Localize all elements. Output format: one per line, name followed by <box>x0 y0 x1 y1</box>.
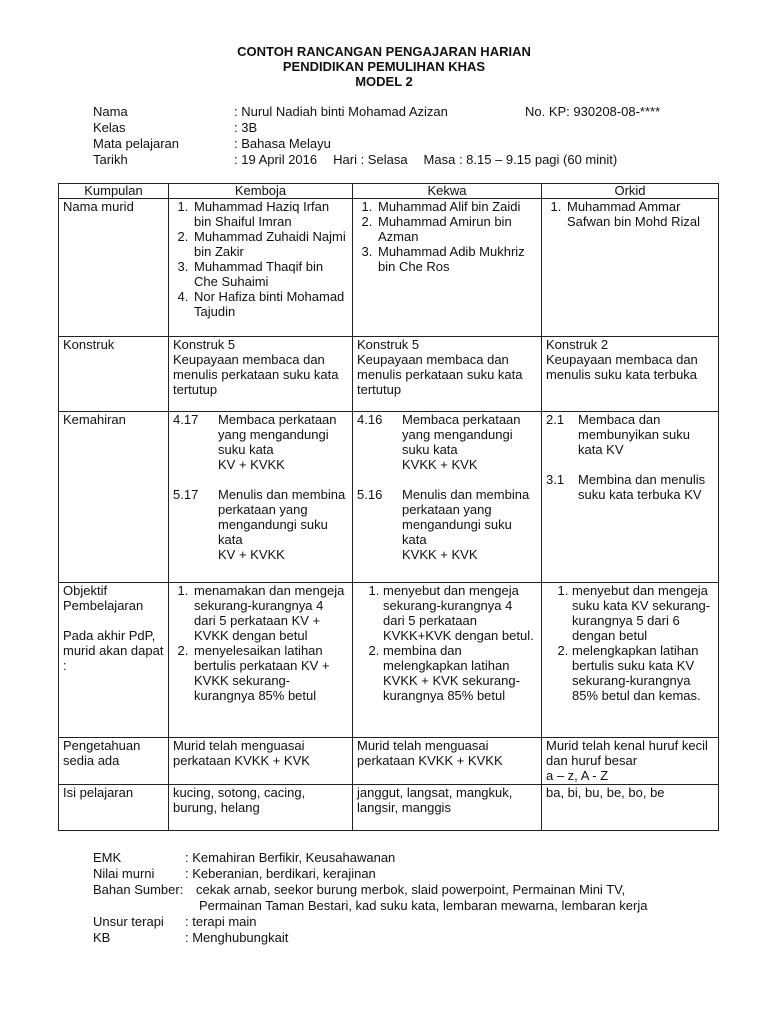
table-row-nama-murid <box>59 199 719 337</box>
list-item: 1. Muhammad Ammar Safwan bin Mohd Rizal <box>565 199 714 229</box>
skill-item <box>173 487 348 562</box>
konstruk-desc: Keupayaan membaca dan menulis perkataan suku kata tertutup <box>173 352 339 397</box>
mata-pelajaran-label: Mata pelajaran <box>93 136 179 151</box>
header-kumpulan: Kumpulan <box>59 184 169 199</box>
pengetahuan-text: Murid telah kenal huruf kecil dan huruf besar <box>546 738 708 768</box>
doc-subtitle: PENDIDIKAN PEMULIHAN KHAS <box>282 59 486 74</box>
bahan-value: cekak arnab, seekor burung merbok, slaid powerpoint, Permainan Mini TV, <box>196 882 626 897</box>
nilai-label: Nilai murni <box>93 866 155 881</box>
skill-text: Membina dan menulis suku kata terbuka KV <box>578 472 706 502</box>
row-label: Nama murid <box>59 199 169 337</box>
bahan-value-cont: Permainan Taman Bestari, kad suku kata, lembaran mewarna, lembaran kerja <box>199 898 648 913</box>
list-item: 2. Muhammad Zuhaidi Najmi bin Zakir <box>192 229 348 259</box>
kelas-value: : 3B <box>234 120 258 135</box>
table-header-row <box>59 184 719 199</box>
skill-text: Menulis dan membina perkataan yang mengandungi suku kata <box>402 487 530 547</box>
lesson-footer <box>93 850 733 946</box>
skill-item <box>546 472 714 502</box>
lesson-plan-table <box>58 183 719 831</box>
doc-model: MODEL 2 <box>355 74 413 89</box>
list-item: 1. menyebut dan mengeja suku kata KV sekurang-kurangnya 5 dari 6 dengan betul <box>572 583 714 643</box>
pada-akhir-label: Pada akhir PdP, murid akan dapat : <box>63 628 164 673</box>
teacher-info <box>93 104 713 168</box>
list-item: 1. Muhammad Alif bin Zaidi <box>376 199 537 214</box>
cell-kemboja-pengetahuan: Murid telah menguasai perkataan KVKK + KVK <box>169 738 353 785</box>
doc-title: CONTOH RANCANGAN PENGAJARAN HARIAN <box>237 44 531 59</box>
row-label: Isi pelajaran <box>59 785 169 831</box>
pengetahuan-range: a – z, A - Z <box>546 768 609 783</box>
tarikh-label: Tarikh <box>93 152 128 167</box>
konstruk-number: Konstruk 2 <box>546 337 609 352</box>
cell-orkid-isi: ba, bi, bu, be, bo, be <box>542 785 719 831</box>
cell-kekwa-murid <box>353 199 542 337</box>
skill-code: 3.1 <box>546 472 565 487</box>
row-label: Konstruk <box>59 337 169 412</box>
skill-code: 5.17 <box>173 487 199 502</box>
cell-kemboja-konstruk <box>169 337 353 412</box>
header-kekwa: Kekwa <box>353 184 542 199</box>
header-orkid: Orkid <box>542 184 719 199</box>
cell-orkid-kemahiran <box>542 412 719 583</box>
list-item: 2. menyelesaikan latihan bertulis perkataan KV + KVKK sekurang-kurangnya 85% betul <box>192 643 348 703</box>
skill-text: Membaca perkataan yang mengandungi suku kata <box>402 412 521 457</box>
emk-value: : Kemahiran Berfikir, Keusahawanan <box>185 850 396 865</box>
table-row-isi <box>59 785 719 831</box>
table-row-konstruk <box>59 337 719 412</box>
header-kemboja: Kemboja <box>169 184 353 199</box>
skill-code: 2.1 <box>546 412 565 427</box>
skill-text: Membaca dan membunyikan suku kata KV <box>578 412 690 457</box>
skill-code: 5.16 <box>357 487 383 502</box>
cell-orkid-murid <box>542 199 719 337</box>
cell-kekwa-konstruk <box>353 337 542 412</box>
list-item: 1. menamakan dan mengeja sekurang-kurangnya 4 dari 5 perkataan KV + KVKK dengan betul <box>192 583 348 643</box>
cell-kekwa-pengetahuan: Murid telah menguasai perkataan KVKK + KVKK <box>353 738 542 785</box>
skill-text: Menulis dan membina perkataan yang mengandungi suku kata <box>218 487 346 547</box>
list-item: 2. Muhammad Amirun bin Azman <box>376 214 537 244</box>
skill-formula: KV + KVKK <box>218 547 285 562</box>
skill-code: 4.17 <box>173 412 199 427</box>
cell-kemboja-isi: kucing, sotong, cacing, burung, helang <box>169 785 353 831</box>
skill-item <box>546 412 714 457</box>
cell-kekwa-isi: janggut, langsat, mangkuk, langsir, manggis <box>353 785 542 831</box>
objektif-label: Objektif Pembelajaran <box>63 583 144 613</box>
list-item: 2. membina dan melengkapkan latihan KVKK + KVK sekurang-kurangnya 85% betul <box>383 643 537 703</box>
list-item: 2. melengkapkan latihan bertulis suku kata KV sekurang-kurangnya 85% betul dan kemas. <box>572 643 714 703</box>
nilai-value: : Keberanian, berdikari, kerajinan <box>185 866 376 881</box>
cell-kemboja-kemahiran <box>169 412 353 583</box>
kp-value: No. KP: 930208-08-**** <box>525 104 661 119</box>
list-item: 4. Nor Hafiza binti Mohamad Tajudin <box>192 289 348 319</box>
unsur-value: : terapi main <box>185 914 257 929</box>
cell-kekwa-objektif <box>353 583 542 738</box>
cell-orkid-konstruk <box>542 337 719 412</box>
list-item: 3. Muhammad Thaqif bin Che Suhaimi <box>192 259 348 289</box>
skill-formula: KVKK + KVK <box>402 457 478 472</box>
kb-label: KB <box>93 930 111 945</box>
emk-label: EMK <box>93 850 122 865</box>
skill-item <box>173 412 348 472</box>
cell-kemboja-objektif <box>169 583 353 738</box>
skill-formula: KV + KVKK <box>218 457 285 472</box>
row-label: Kemahiran <box>59 412 169 583</box>
skill-item <box>357 412 537 472</box>
konstruk-desc: Keupayaan membaca dan menulis perkataan suku kata tertutup <box>357 352 523 397</box>
unsur-label: Unsur terapi <box>93 914 164 929</box>
nama-value: : Nurul Nadiah binti Mohamad Azizan <box>234 104 448 119</box>
row-label <box>59 583 169 738</box>
bahan-label: Bahan Sumber: <box>93 882 184 897</box>
skill-formula: KVKK + KVK <box>402 547 478 562</box>
masa-value: Masa : 8.15 – 9.15 pagi (60 minit) <box>423 152 618 167</box>
kb-value: : Menghubungkait <box>185 930 289 945</box>
list-item: 3. Muhammad Adib Mukhriz bin Che Ros <box>376 244 537 274</box>
skill-text: Membaca perkataan yang mengandungi suku kata <box>218 412 337 457</box>
kelas-label: Kelas <box>93 120 126 135</box>
skill-code: 4.16 <box>357 412 383 427</box>
cell-orkid-pengetahuan <box>542 738 719 785</box>
list-item: 1. Muhammad Haziq Irfan bin Shaiful Imran <box>192 199 348 229</box>
skill-item <box>357 487 537 562</box>
hari-value: Hari : Selasa <box>333 152 408 167</box>
table-row-pengetahuan <box>59 738 719 785</box>
cell-orkid-objektif <box>542 583 719 738</box>
table-row-kemahiran <box>59 412 719 583</box>
konstruk-number: Konstruk 5 <box>173 337 236 352</box>
konstruk-desc: Keupayaan membaca dan menulis suku kata terbuka <box>546 352 698 382</box>
mata-pelajaran-value: : Bahasa Melayu <box>234 136 331 151</box>
nama-label: Nama <box>93 104 128 119</box>
cell-kekwa-kemahiran <box>353 412 542 583</box>
list-item: 1. menyebut dan mengeja sekurang-kurangnya 4 dari 5 perkataan KVKK+KVK dengan betul. <box>383 583 537 643</box>
tarikh-value: : 19 April 2016 <box>234 152 318 167</box>
konstruk-number: Konstruk 5 <box>357 337 420 352</box>
table-row-objektif <box>59 583 719 738</box>
row-label: Pengetahuan sedia ada <box>59 738 169 785</box>
cell-kemboja-murid <box>169 199 353 337</box>
